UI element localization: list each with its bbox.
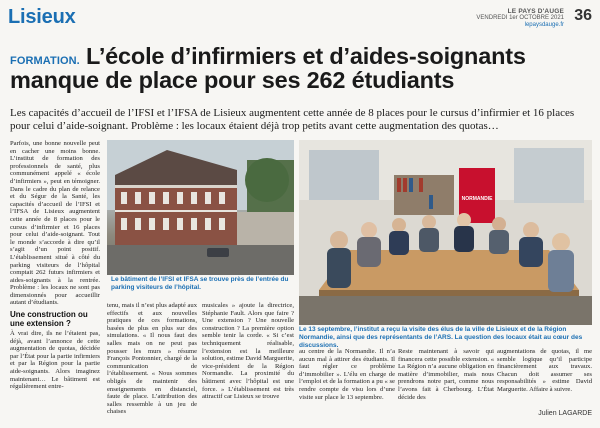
headline-text: L’école d’infirmiers et d’aides-soignants manque de place pour ses 262 étudiants (10, 43, 526, 93)
article-column-4: au centre de la Normandie. Il n’a aucun mal à attirer des étudiants. Il faut régler ce problème d’immobilier ». L’élu en charge de l’emploi et de la formation a pu « se rendre compte de visu lors d’une visite sur place le 13 septembre. (299, 348, 395, 401)
banner-label: NORMANDIE (461, 196, 493, 202)
column-1-paragraph-1: Parfois, une bonne nouvelle peut en cacher une moins bonne. L’institut de formation des professionnels de santé, plus communément appelé « école d’infirmiers », peut en témoigner. Dans le cadre du plan de relance et du Ségur de la Santé, les capacités d’accueil de l’IFSI et l’IFSA de Lisieux augmentent cette année de 8 places pour le cursus d’infirmier et 16 places pour celui d’aide-soignant. Tout le monde s’accorde à dire qu’il s’agit d’un point positif. L’établissement situé à côté du parking visiteurs de l’hôpital comptait 262 futurs infirmiers et aides-soignants à la rentrée. Problème : les locaux ne sont pas dimensionnés pour accueillir autant d’étudiants. (10, 140, 100, 307)
meeting-illustration (299, 140, 592, 325)
column-1-paragraph-2: À vrai dire, ils ne l’étaient pas, déjà, avant l’annonce de cette augmentation de quotas, décidée par l’État pour la partie infirmiers et par la Région pour la partie aide-soignants. Alors imaginez maintenant… Le bâtiment est régulièrement entre- (10, 330, 100, 391)
photo-caption-1: Le bâtiment de l’IFSI et IFSA se trouve près de l’entrée du parking visiteurs de l’hôpital. (111, 276, 289, 291)
article-column-1 (10, 140, 100, 422)
masthead-website: lepaysdauge.fr (524, 22, 564, 28)
article-column-3: musicales » ajoute la directrice, Stéphanie Fault. Alors que faire ? Une extension ? Une nouvelle construction ? La première option semble tenir la corde. « Si c’est techniquement réalisable, l’extension est la meilleure solution, estime David Marguerite, vice-président de la Région Normandie. La proximité du bâtiment avec l’hôpital est une force. » L’établissement est très attractif car Lisieux se trouve (202, 302, 294, 401)
masthead (476, 8, 564, 29)
meeting-photo (299, 140, 592, 325)
article-column-5: Reste maintenant à savoir qui financera cette possible extension. « La Région n’a aucune obligation en matière d’immobilier, mais nous prendrons notre part, comme nous l’avons fait à Cherbourg. L’État décide des (398, 348, 494, 401)
article-kicker: FORMATION. (10, 55, 80, 67)
masthead-date: VENDREDI 1er OCTOBRE 2021 (476, 15, 564, 21)
article-byline: Julien LAGARDE (538, 410, 592, 417)
article-lead: Les capacités d’accueil de l’IFSI et l’IFSA de Lisieux augmentent cette année de 8 places pour le cursus d’infirmier et 16 places pour celui d’aide-soignant. Problème : les locaux étaient déjà trop petits avant cette augmentation des quotas… (10, 107, 575, 132)
article-column-6: augmentations de quotas, il me semble logique qu’il participe financièrement aux travaux. Chacun doit assumer ses responsabilités » estime David Marguerite. Affaire à suivre. (497, 348, 592, 393)
building-illustration (107, 140, 294, 275)
article-column-2: tenu, mais il n’est plus adapté aux effectifs et aux nouvelles pratiques de ces formations, basées de plus en plus sur des simulations. « Il nous faut des salles mais on ne peut pas pousser les murs » résume François Pontonnier, chargé de la communication de l’établissement. « Nous sommes obligés de maintenir des enseignements en distanciel, faute de place. L’attribution des salles ressemble à un jeu de chaises (107, 302, 197, 416)
section-brand: Lisieux (8, 6, 76, 28)
building-photo (107, 140, 294, 275)
article-headline (10, 44, 595, 92)
page-header (0, 0, 600, 30)
masthead-publication: LE PAYS D'AUGE (507, 8, 564, 15)
article-subhead: Une construction ou une extension ? (10, 310, 88, 329)
page-number: 36 (574, 7, 592, 24)
photo-caption-2: Le 13 septembre, l’institut a reçu la visite des élus de la ville de Lisieux et de la Région Normandie, ainsi que des représentants de l’ARS. La question des locaux était au cœur des discussions. (299, 326, 583, 349)
